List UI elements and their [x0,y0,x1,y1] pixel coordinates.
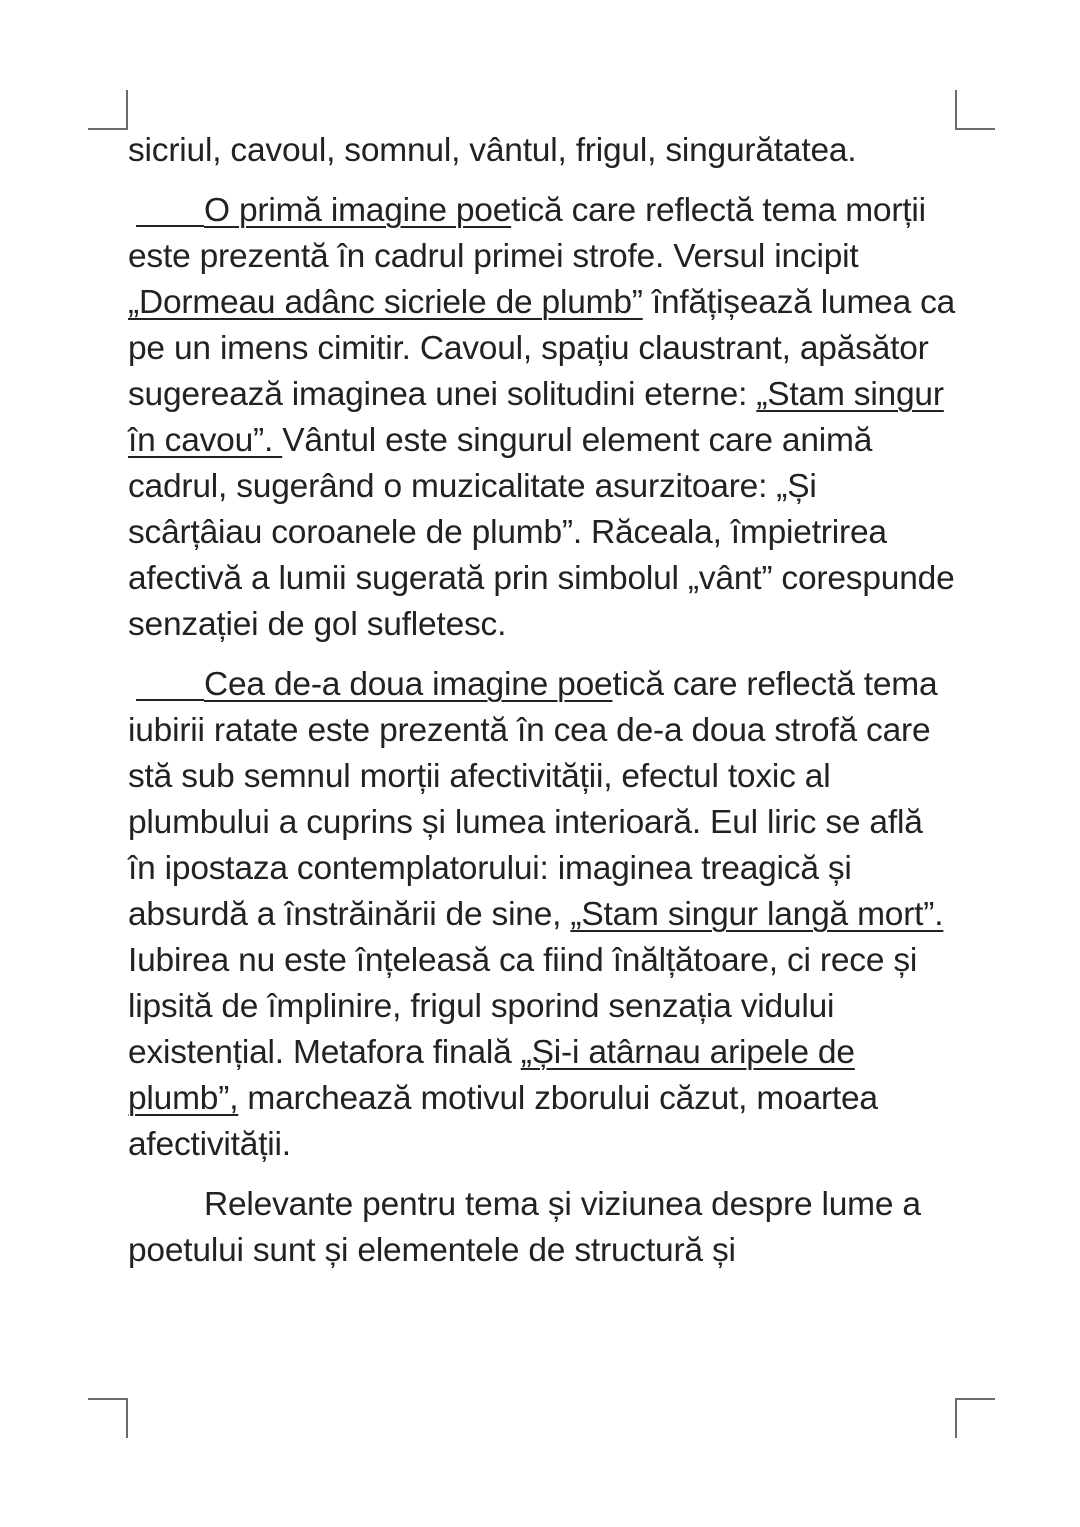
underlined-phrase: O primă imagine poe [204,192,512,229]
paragraph-text: tică care reflectă tema morții este prezentă în cadrul primei strofe. Versul incipit [128,192,926,275]
paragraph-death-theme [128,188,958,648]
page-corner-mark-bottom-left [88,1398,128,1438]
indent-underline [136,225,204,227]
indent-underline [136,699,204,701]
paragraph-text: înfățișează lumea ca pe un imens cimitir. Cavoul, spațiu claustrant, apăsător sugerează imaginea unei solitudini eterne: [128,284,956,413]
paragraph-continuation [128,128,958,174]
underlined-phrase: Cea de-a doua imagine poe [204,666,613,703]
paragraph-text: Relevante pentru tema și viziunea despre lume a poetului sunt și elementele de structură și [128,1186,921,1269]
quote-dormeau: „Dormeau adânc sicriele de plumb” [128,284,643,321]
paragraph-text: Vântul este singurul element care animă cadrul, sugerând o muzicalitate asurzitoare: „Și scârțâiau coroanele de plumb”. Răceala, împietrirea afectivă a lumii sugerată prin simbolul „vânt” corespunde senzației de gol sufletesc. [128,422,955,643]
quote-aripele-de-plumb: „Și-i atârnau aripele de plumb”, [128,1034,855,1117]
page-corner-mark-top-right [955,90,995,130]
indent [128,1214,204,1215]
paragraph-text: Iubirea nu este înțeleasă ca fiind înălțătoare, ci rece și lipsită de împlinire, frigul sporind senzația vidului existențial. Metafora finală [128,942,918,1071]
page-corner-mark-bottom-right [955,1398,995,1438]
quote-stam-singur-mort: „Stam singur langă mort”. [570,896,944,933]
paragraph-text: marchează motivul zborului căzut, moartea afectivității. [128,1080,878,1163]
paragraph-text: tică care reflectă tema iubirii ratate este prezentă în cea de-a doua strofă care stă sub semnul morții afectivității, efectul toxic al plumbului a cuprins și lumea interioară. Eul liric se află în ipostaza contemplatorului: imaginea treagică și absurdă a înstrăinării de sine, [128,666,938,933]
paragraph-text: sicriul, cavoul, somnul, vântul, frigul, singurătatea. [128,132,857,169]
page-corner-mark-top-left [88,90,128,130]
paragraph-structure [128,1182,958,1274]
document-body [128,128,958,1288]
paragraph-love-theme [128,662,958,1168]
quote-stam-singur-cavou: „Stam singur în cavou”. [128,376,944,459]
